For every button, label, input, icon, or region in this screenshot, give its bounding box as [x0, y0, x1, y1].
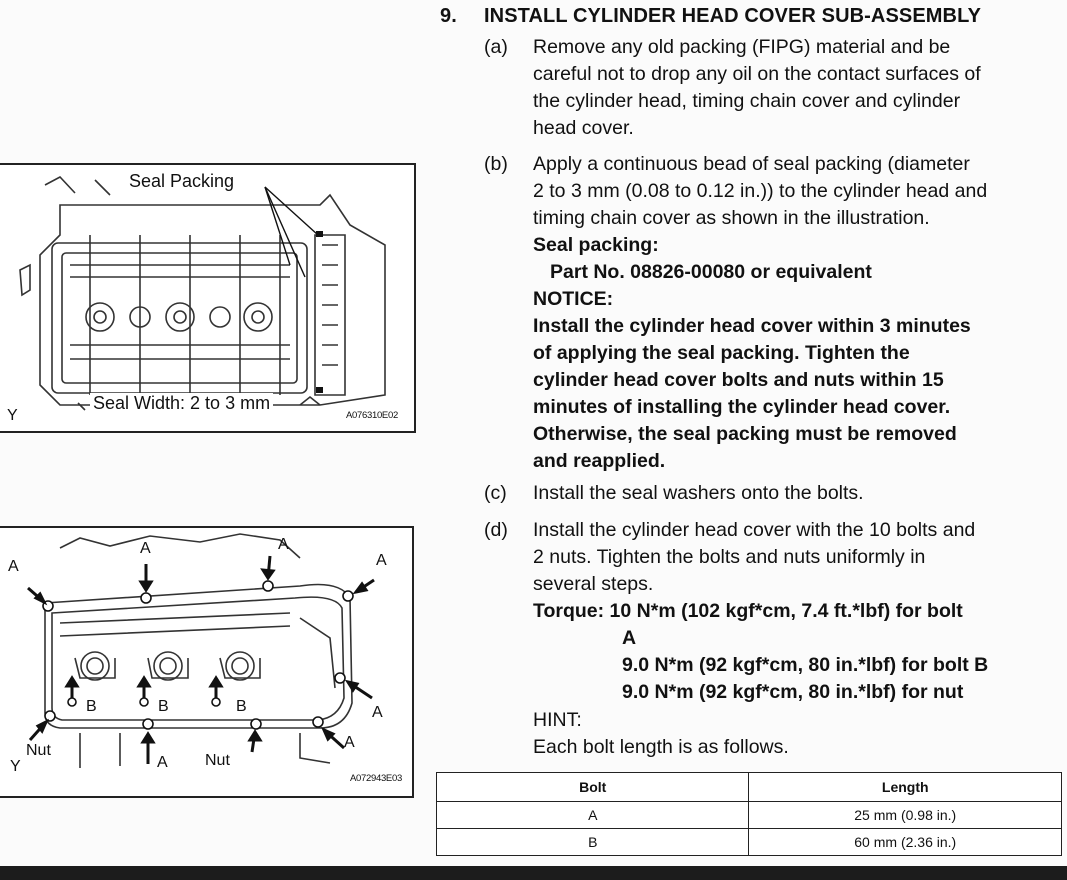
substep-a-line: head cover.	[533, 117, 634, 139]
figure-code: A072943E03	[350, 773, 402, 784]
hint-heading: HINT:	[533, 709, 582, 731]
edge-letter: Y	[7, 407, 18, 424]
substep-d	[484, 517, 1061, 761]
step-number: 9.	[440, 5, 457, 27]
substep-b-line: 2 to 3 mm (0.08 to 0.12 in.)) to the cylinder head and	[533, 180, 988, 202]
torque-line: 9.0 N*m (92 kgf*cm, 80 in.*lbf) for bolt B	[622, 654, 989, 676]
bottom-bar	[0, 866, 1067, 880]
substep-b	[484, 151, 1061, 475]
substep-a-line: careful not to drop any oil on the contact surfaces of	[533, 63, 981, 85]
substep-a	[484, 34, 1061, 142]
bolt-b-label: B	[158, 698, 169, 715]
substep-d-line: 2 nuts. Tighten the bolts and nuts uniformly in	[533, 546, 926, 568]
notice-line: of applying the seal packing. Tighten the	[533, 342, 910, 364]
hint-text: Each bolt length is as follows.	[533, 736, 789, 758]
bolt-a-label: A	[8, 558, 19, 575]
seal-packing-heading: Seal packing:	[533, 234, 659, 256]
header-bolt: Bolt	[437, 773, 749, 802]
substep-b-line: Apply a continuous bead of seal packing (diameter	[533, 153, 970, 175]
notice-line: minutes of installing the cylinder head cover.	[533, 396, 951, 418]
bolt-b-label: B	[236, 698, 247, 715]
substep-a-line: Remove any old packing (FIPG) material and be	[533, 36, 951, 58]
notice-line: Install the cylinder head cover within 3 minutes	[533, 315, 971, 337]
substep-b-label: (b)	[484, 153, 508, 175]
bolt-a-label: A	[157, 754, 168, 771]
bolt-a-label: A	[344, 734, 355, 751]
edge-letter: Y	[10, 758, 21, 775]
substep-b-line: timing chain cover as shown in the illustration.	[533, 207, 930, 229]
seal-packing-figure	[0, 163, 416, 433]
bolt-cell: B	[437, 829, 749, 856]
substep-c-label: (c)	[484, 482, 507, 504]
torque-line: Torque: 10 N*m (102 kgf*cm, 7.4 ft.*lbf) for bolt	[533, 600, 963, 622]
substep-a-line: the cylinder head, timing chain cover and cylinder	[533, 90, 961, 112]
length-cell: 25 mm (0.98 in.)	[749, 802, 1062, 829]
bolt-a-label: A	[278, 536, 289, 553]
seal-width-label: Seal Width: 2 to 3 mm	[90, 393, 273, 414]
table-row	[437, 829, 1062, 856]
bolt-a-label: A	[376, 552, 387, 569]
substep-d-line: Install the cylinder head cover with the 10 bolts and	[533, 519, 976, 541]
torque-line: 9.0 N*m (92 kgf*cm, 80 in.*lbf) for nut	[622, 681, 964, 703]
header-length: Length	[749, 773, 1062, 802]
length-cell: 60 mm (2.36 in.)	[749, 829, 1062, 856]
bolt-location-figure	[0, 526, 414, 798]
part-number: Part No. 08826-00080 or equivalent	[550, 261, 872, 283]
notice-line: Otherwise, the seal packing must be removed	[533, 423, 957, 445]
table-header-row	[437, 773, 1062, 802]
substep-c	[484, 480, 1061, 507]
substep-c-line: Install the seal washers onto the bolts.	[533, 482, 864, 504]
figure-code: A076310E02	[346, 410, 398, 421]
substep-d-label: (d)	[484, 519, 508, 541]
bolt-a-label: A	[372, 704, 383, 721]
torque-line: A	[622, 627, 637, 649]
bolt-cell: A	[437, 802, 749, 829]
notice-heading: NOTICE:	[533, 288, 614, 310]
step-title-text: INSTALL CYLINDER HEAD COVER SUB-ASSEMBLY	[484, 5, 982, 27]
nut-label: Nut	[205, 752, 230, 769]
notice-line: cylinder head cover bolts and nuts within 15	[533, 369, 944, 391]
notice-line: and reapplied.	[533, 450, 666, 472]
step-title	[440, 5, 981, 28]
cylinder-head-drawing	[0, 165, 414, 431]
substep-a-label: (a)	[484, 36, 508, 58]
substep-d-line: several steps.	[533, 573, 654, 595]
table-row	[437, 802, 1062, 829]
bolt-length-table	[436, 772, 1062, 856]
seal-packing-label: Seal Packing	[126, 171, 237, 192]
bolt-b-label: B	[86, 698, 97, 715]
bolt-a-label: A	[140, 540, 151, 557]
nut-label: Nut	[26, 742, 51, 759]
